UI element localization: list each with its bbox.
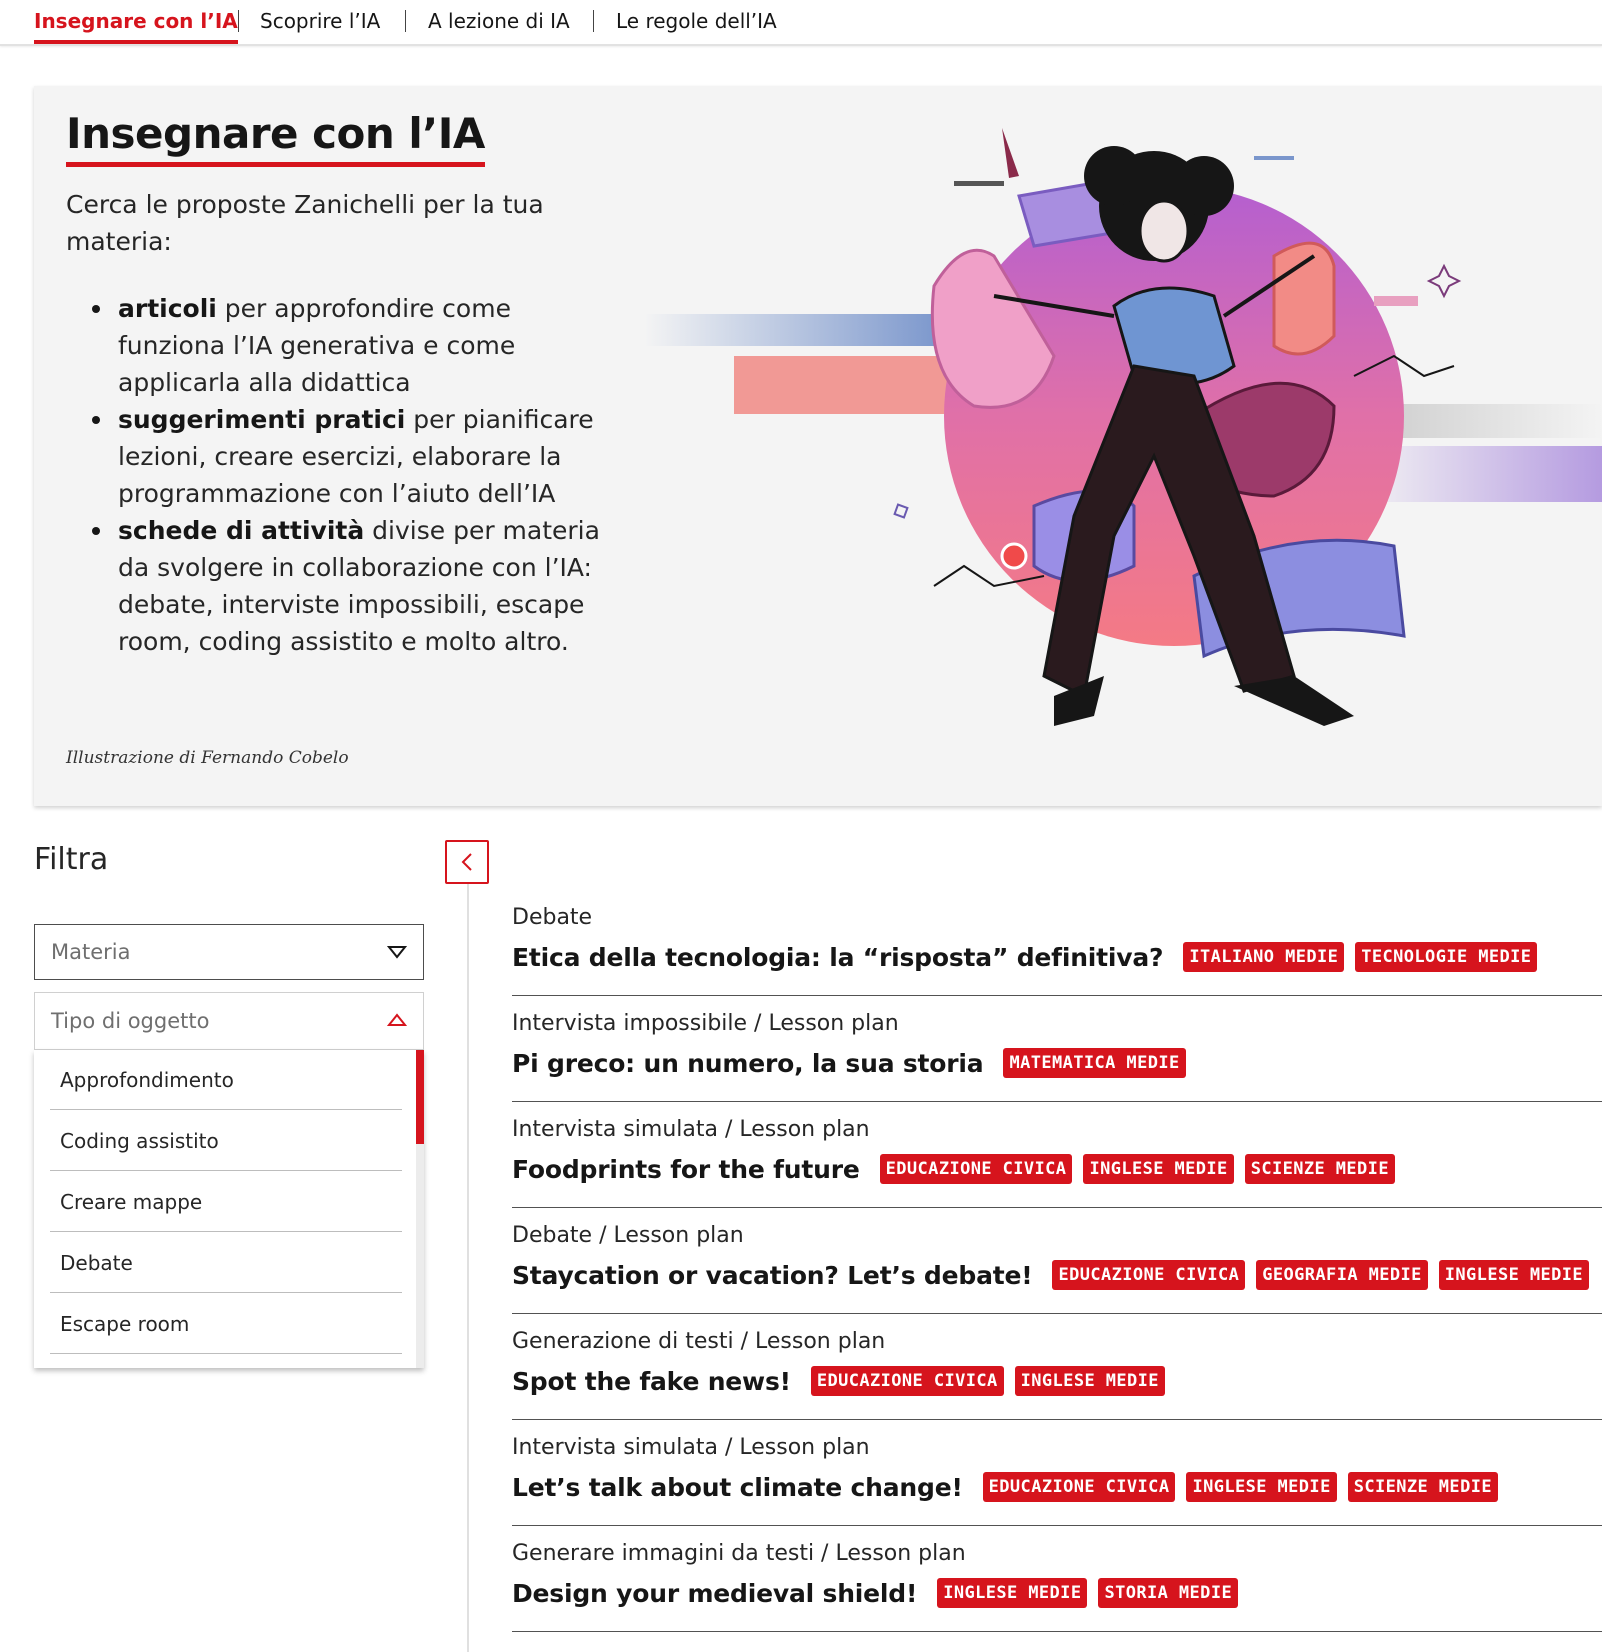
subject-tag[interactable]: EDUCAZIONE CIVICA [811,1366,1004,1396]
streak-shape [644,314,944,346]
chevron-down-icon [387,945,407,959]
result-type: Debate [512,905,593,930]
hero-bullet-bold: articoli [118,294,217,323]
subject-tag[interactable]: INGLESE MEDIE [1439,1260,1589,1290]
hero-intro: Cerca le proposte Zanichelli per la tua materia: [66,190,544,256]
subject-tag[interactable]: ITALIANO MEDIE [1183,942,1344,972]
bar-decoration [1254,156,1294,160]
tipo-oggetto-dropdown [34,1050,424,1368]
subject-tag[interactable]: INGLESE MEDIE [937,1578,1087,1608]
ribbon-shape [1274,243,1334,354]
figure-hair [1084,146,1144,206]
page-title: Insegnare con l’IA [66,108,485,167]
exclamation-shape [1002,128,1019,178]
result-title[interactable]: Design your medieval shield! [512,1578,918,1608]
hero-banner [34,86,1602,806]
subject-tag[interactable]: TECNOLOGIE MEDIE [1355,942,1537,972]
nav-separator [238,10,239,32]
hero-bullet-bold: schede di attività [118,516,365,545]
subject-tag[interactable]: SCIENZE MEDIE [1245,1154,1395,1184]
subject-tag[interactable]: MATEMATICA MEDIE [1003,1048,1185,1078]
square-decoration [895,505,908,518]
result-item[interactable] [512,890,1602,996]
figure-hair [1174,156,1234,216]
result-title[interactable]: Spot the fake news! [512,1366,791,1396]
tipo-oggetto-select-label: Tipo di oggetto [51,1009,210,1033]
nav-item-scoprire[interactable]: Scoprire l’IA [260,9,381,33]
bar-decoration [1374,296,1418,306]
hero-bullet-text: per pianificare lezioni, creare esercizi, elaborare la programmazione con l’aiuto dell’IA [118,405,594,508]
subject-tag[interactable]: INGLESE MEDIE [1186,1472,1336,1502]
hero-bullet-text: divise per materia da svolgere in collaborazione con l’IA: debate, interviste impossibili, escape room, coding assistito e molto altro. [118,516,600,656]
hero-bullet [92,512,612,660]
nav-item-regole[interactable]: Le regole dell’IA [616,9,777,33]
result-item[interactable] [512,1102,1602,1208]
hero-bullet [92,401,612,512]
result-title[interactable]: Foodprints for the future [512,1154,860,1184]
sparkle-decoration [1429,266,1459,296]
subject-tag[interactable]: EDUCAZIONE CIVICA [983,1472,1176,1502]
subject-tag[interactable]: INGLESE MEDIE [1015,1366,1165,1396]
filter-title: Filtra [34,842,109,877]
result-title[interactable]: Let’s talk about climate change! [512,1472,963,1502]
materia-select[interactable] [34,924,424,980]
dropdown-option[interactable]: Escape room [50,1294,402,1354]
chevron-left-icon [460,852,474,872]
dropdown-option[interactable]: Coding assistito [50,1111,402,1171]
subject-tag[interactable]: INGLESE MEDIE [1083,1154,1233,1184]
illustration-credit: Illustrazione di Fernando Cobelo [66,748,349,768]
hero-bullet-list [92,290,612,660]
nav-separator [405,10,406,32]
nav-item-insegnare[interactable]: Insegnare con l’IA [34,8,238,36]
nav-item-a-lezione[interactable]: A lezione di IA [428,9,570,33]
result-title[interactable]: Staycation or vacation? Let’s debate! [512,1260,1033,1290]
hero-illustration [634,116,1602,776]
result-item[interactable] [512,996,1602,1102]
bar-decoration [954,181,1004,186]
result-title[interactable]: Etica della tecnologia: la “risposta” definitiva? [512,942,1164,972]
result-type: Debate / Lesson plan [512,1223,744,1248]
hero-bullet-bold: suggerimenti pratici [118,405,406,434]
materia-select-label: Materia [51,940,131,964]
collapse-filter-button[interactable] [445,840,489,884]
nav-separator [593,10,594,32]
figure-shoe [1234,676,1354,726]
result-type: Intervista simulata / Lesson plan [512,1435,870,1460]
subject-tag[interactable]: STORIA MEDIE [1098,1578,1238,1608]
sidebar-divider [467,884,469,1652]
hero-bullet [92,290,612,401]
subject-tag[interactable]: EDUCAZIONE CIVICA [880,1154,1073,1184]
result-title[interactable]: Pi greco: un numero, la sua storia [512,1048,984,1078]
dropdown-option[interactable]: Debate [50,1233,402,1293]
dropdown-option[interactable]: Creare mappe [50,1172,402,1232]
result-item[interactable] [512,1420,1602,1526]
dot-decoration [1002,544,1026,568]
subject-tag[interactable]: GEOGRAFIA MEDIE [1256,1260,1428,1290]
streak-shape [1384,404,1602,438]
tipo-oggetto-select[interactable] [34,992,424,1050]
result-type: Generare immagini da testi / Lesson plan [512,1541,966,1566]
hero-bullet-text: per approfondire come funziona l’IA generativa e come applicarla alla didattica [118,294,516,397]
figure-face [1140,201,1188,261]
chevron-up-icon [387,1013,407,1027]
subject-tag[interactable]: EDUCAZIONE CIVICA [1052,1260,1245,1290]
dropdown-scrollbar-thumb[interactable] [416,1050,424,1144]
result-item[interactable] [512,1526,1602,1632]
subject-tag[interactable]: SCIENZE MEDIE [1348,1472,1498,1502]
result-type: Generazione di testi / Lesson plan [512,1329,886,1354]
top-navigation [0,0,1602,46]
result-type: Intervista impossibile / Lesson plan [512,1011,899,1036]
dropdown-option[interactable]: Approfondimento [50,1050,402,1110]
result-item[interactable] [512,1208,1602,1314]
result-type: Intervista simulata / Lesson plan [512,1117,870,1142]
result-item[interactable] [512,1314,1602,1420]
